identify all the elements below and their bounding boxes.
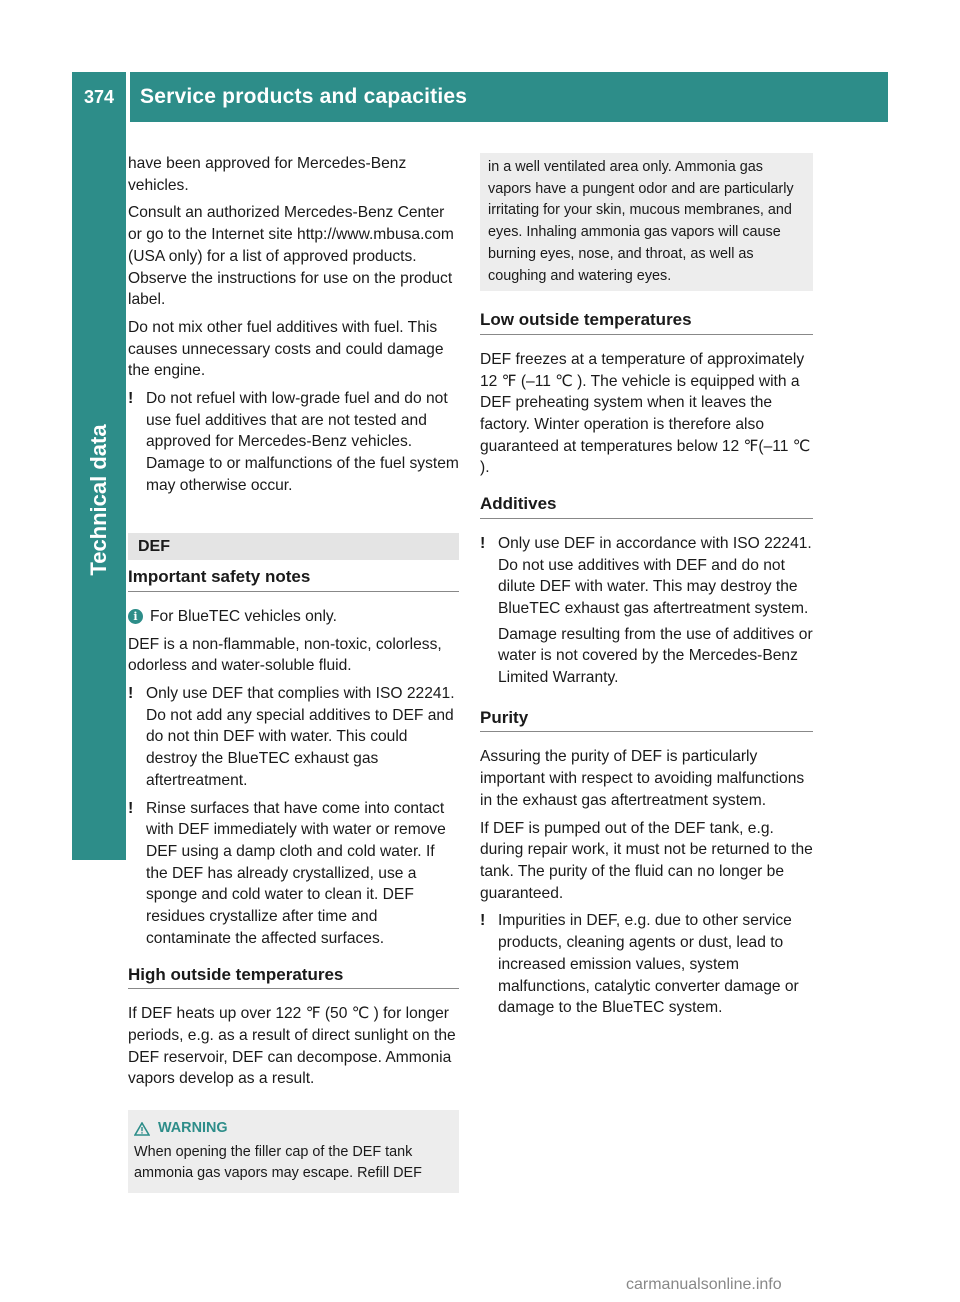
- page-title: Service products and capacities: [140, 85, 468, 108]
- right-column: [480, 153, 813, 1025]
- header-divider: [126, 72, 130, 122]
- note-body: [498, 533, 813, 693]
- note-text: Impurities in DEF, e.g. due to other service products, cleaning agents or dust, lead to increased emission values, system malfunctions, catalytic converter damage or damage to the BlueTEC system.: [498, 912, 799, 1017]
- paragraph: Do not mix other fuel additives with fuel. This causes unnecessary costs and could damage the engine.: [128, 318, 444, 380]
- warning-label: WARNING: [158, 1120, 228, 1137]
- warning-box-continued: in a well ventilated area only. Ammonia gas vapors have a pungent odor and are particularly irritating for your skin, mucous membranes, and eyes. Inhaling ammonia gas vapors will cause burning eyes, nose, and throat, as well as coughing and watering eyes.: [480, 153, 813, 291]
- warning-text: When opening the filler cap of the DEF tank ammonia gas vapors may escape. Refill DEF: [134, 1143, 422, 1182]
- paragraph: have been approved for Mercedes-Benz vehicles.: [128, 155, 407, 194]
- note-text: Only use DEF in accordance with ISO 22241. Do not use additives with DEF and do not dilute DEF with water. This may destroy the BlueTEC exhaust gas aftertreatment system.: [498, 534, 812, 617]
- caution-note: [128, 798, 459, 950]
- section-heading-def: DEF: [128, 533, 459, 561]
- paragraph: Assuring the purity of DEF is particularly important with respect to avoiding malfunctions in the exhaust gas aftertreatment system.: [480, 748, 805, 809]
- heading-high-outside-temperatures: High outside temperatures: [128, 964, 459, 990]
- paragraph: DEF freezes at a temperature of approximately 12 ℉ (–11 ℃ ). The vehicle is equipped with a DEF preheating system when it leaves the factory. Winter operation is therefore also guaranteed at temperatures below 12 ℉(–11 ℃ ).: [480, 350, 811, 477]
- caution-note: [480, 910, 813, 1019]
- note-text: For BlueTEC vehicles only.: [150, 607, 337, 625]
- note-text: Rinse surfaces that have come into contact with DEF immediately with water or remove DEF using a damp cloth and cold water. If the DEF has already crystallized, use a sponge and cold water to clean it. DEF residues crystallize after time and contaminate the affected surfaces.: [146, 799, 446, 947]
- note-text: Damage resulting from the use of additives or water is not covered by the Mercedes-Benz Limited Warranty.: [498, 625, 813, 687]
- note-text: Only use DEF that complies with ISO 22241. Do not add any special additives to DEF and do not thin DEF with water. This could destroy the BlueTEC exhaust gas aftertreatment.: [146, 685, 455, 789]
- caution-note: [128, 388, 459, 497]
- warning-header: [134, 1118, 453, 1140]
- watermark: carmanualsonline.info: [626, 1276, 782, 1293]
- exclamation-icon: !: [480, 534, 486, 552]
- caution-note: [480, 533, 813, 693]
- left-column: [128, 153, 459, 1193]
- warning-triangle-icon: [134, 1122, 150, 1136]
- paragraph: DEF is a non-flammable, non-toxic, colorless, odorless and water-soluble fluid.: [128, 635, 442, 675]
- heading-additives: Additives: [480, 493, 813, 519]
- info-icon: i: [128, 609, 143, 624]
- info-note: [128, 606, 459, 628]
- exclamation-icon: !: [128, 799, 134, 817]
- heading-low-outside-temperatures: Low outside temperatures: [480, 309, 813, 335]
- paragraph: If DEF heats up over 122 ℉ (50 ℃ ) for longer periods, e.g. as a result of direct sunlight on the DEF reservoir, DEF can decompose. Ammonia vapors develop as a result.: [128, 1005, 456, 1088]
- note-text: Do not refuel with low-grade fuel and do not use fuel additives that are not tested and approved for Mercedes-Benz vehicles. Damage to or malfunctions of the fuel system may otherwise occur.: [146, 390, 459, 494]
- warning-box: [128, 1110, 459, 1193]
- paragraph: If DEF is pumped out of the DEF tank, e.g. during repair work, it must not be returned to the tank. The purity of the fluid can no longer be guaranteed.: [480, 819, 813, 902]
- exclamation-icon: !: [128, 390, 134, 408]
- page-number: 374: [83, 86, 115, 107]
- side-tab-label: Technical data: [86, 424, 111, 576]
- caution-note: [128, 683, 459, 792]
- heading-purity: Purity: [480, 707, 813, 733]
- exclamation-icon: !: [128, 685, 134, 703]
- exclamation-icon: !: [480, 912, 486, 930]
- heading-important-safety-notes: Important safety notes: [128, 566, 459, 592]
- paragraph: Consult an authorized Mercedes-Benz Center or go to the Internet site http://www.mbusa.com (USA only) for a list of approved products. Observe the instructions for use on the product label.: [128, 204, 454, 309]
